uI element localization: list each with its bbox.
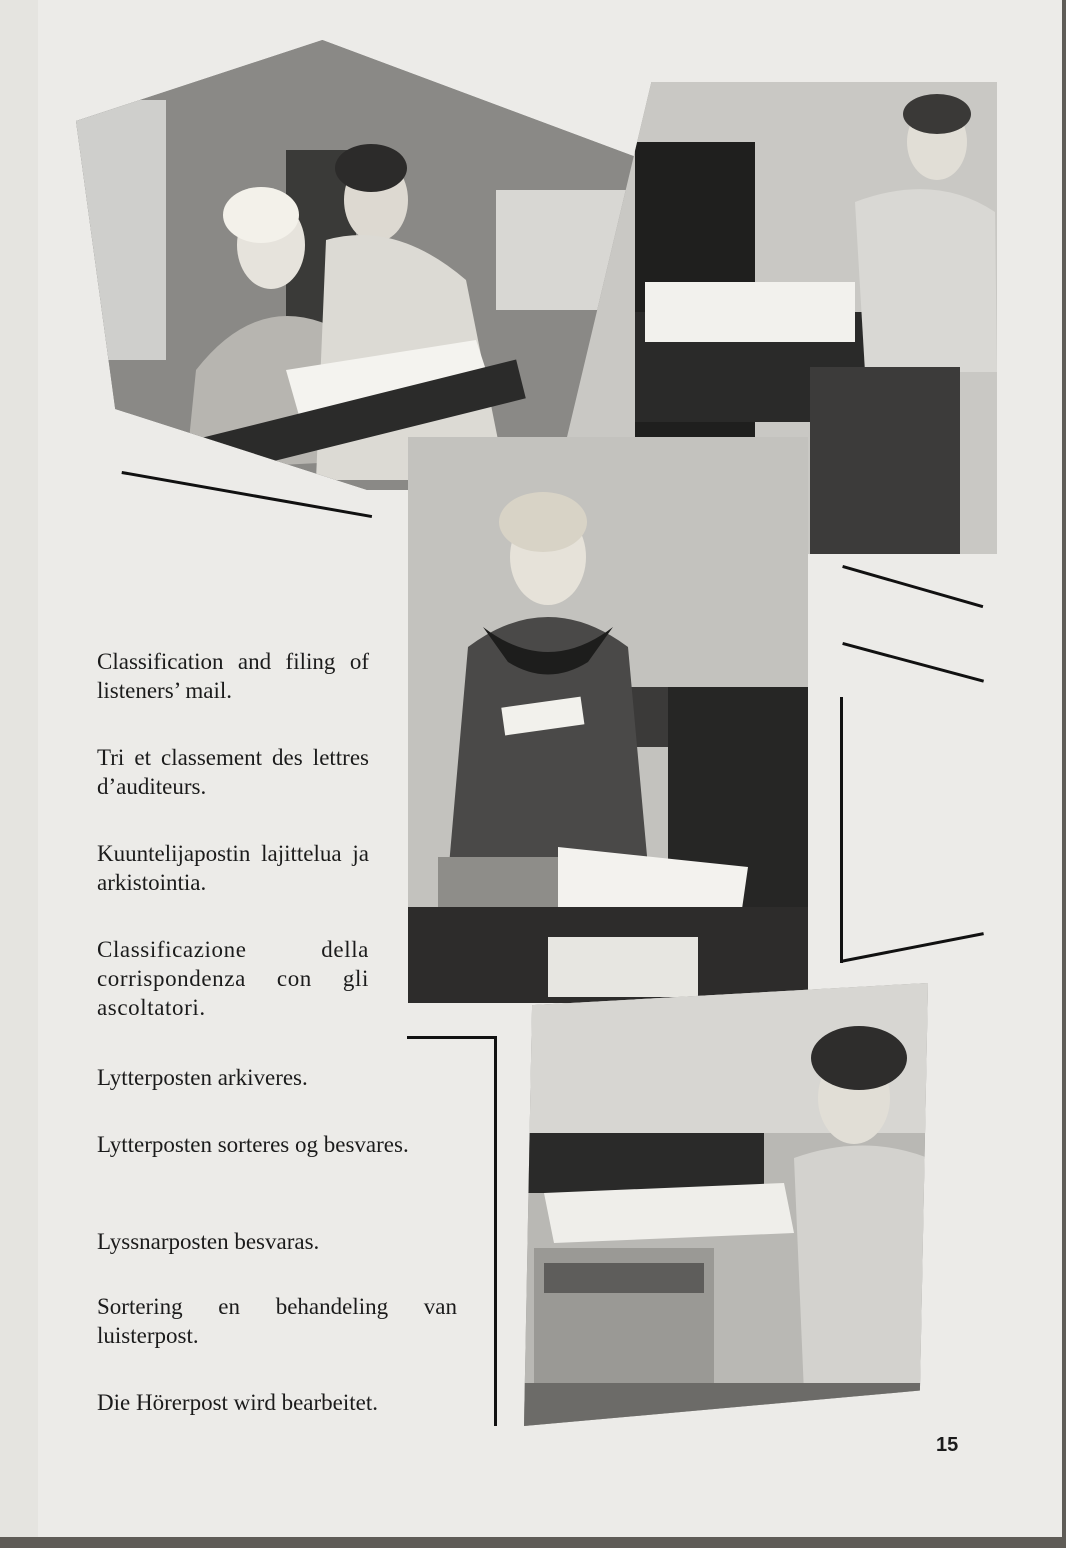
caption-german: Die Hörerpost wird bearbeitet. bbox=[97, 1390, 379, 1415]
caption-swedish: Lyssnarposten besvaras. bbox=[97, 1229, 320, 1254]
rule-right-vertical bbox=[840, 697, 843, 963]
page-number: 15 bbox=[936, 1434, 959, 1456]
rule-middle-vertical bbox=[494, 1036, 497, 1426]
caption-danish: Lytterposten arkiveres. bbox=[97, 1065, 308, 1090]
previous-page-edge bbox=[0, 0, 42, 1537]
caption-italian: Classificazione della corrispondenza con gli ascoltatori. bbox=[97, 937, 369, 1020]
caption-norwegian: Lytterposten sorteres og besvares. bbox=[97, 1132, 409, 1157]
caption-french: Tri et classement des lettres d’auditeurs. bbox=[97, 745, 369, 799]
caption-english: Classification and filing of listeners’ mail. bbox=[97, 649, 369, 703]
rule-middle-top bbox=[407, 1036, 497, 1039]
photo-woman-reading-letter bbox=[408, 437, 808, 1003]
caption-dutch: Sortering en behandeling van luisterpost. bbox=[97, 1294, 457, 1348]
caption-finnish: Kuuntelijapostin lajittelua ja arkistointia. bbox=[97, 841, 369, 895]
photo-woman-typing bbox=[524, 983, 928, 1426]
